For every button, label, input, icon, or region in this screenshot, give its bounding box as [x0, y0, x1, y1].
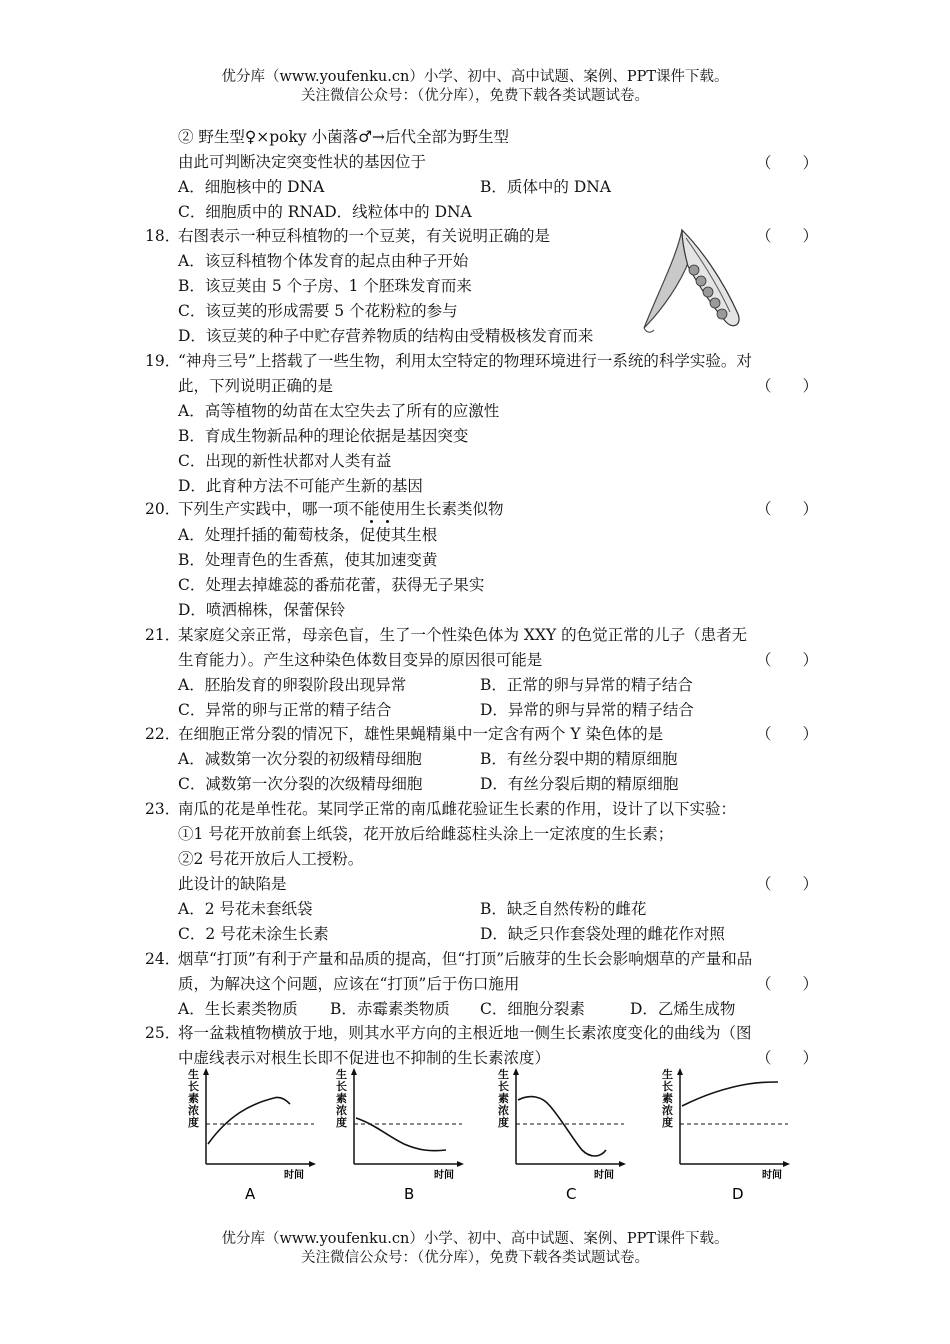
q21-option-a: A．胚胎发育的卵裂阶段出现异常: [178, 676, 407, 694]
header-line-2: 关注微信公众号：（优分库），免费下载各类试题试卷。: [301, 88, 649, 104]
q18-number: 18．: [145, 227, 181, 245]
graph-c-x-arrow: [619, 1161, 626, 1167]
graph-b-x-arrow: [457, 1161, 464, 1167]
q18-option-d: D．该豆荚的种子中贮存营养物质的结构由受精极核发育而来: [178, 327, 594, 345]
q25-graphs: [180, 1066, 820, 1206]
q19-option-b: B．育成生物新品种的理论依据是基因突变: [178, 427, 469, 445]
q20-stem: 下列生产实践中，哪一项不能使用生长素类似物: [178, 500, 504, 518]
graph-a-ylabel-2: 长: [188, 1080, 199, 1093]
q22-option-d: D．有丝分裂后期的精原细胞: [480, 775, 679, 793]
graph-b-ylabel-2: 长: [336, 1080, 347, 1093]
q23-option-c: C．2 号花未涂生长素: [178, 925, 329, 943]
graph-c-ylabel-4: 浓: [498, 1104, 509, 1117]
q19-stem-1: “神舟三号”上搭载了一些生物，利用太空特定的物理环境进行一系统的科学实验。对: [178, 352, 752, 370]
q23-answer-bracket: （ ）: [756, 875, 819, 893]
graph-b-y-arrow: [351, 1068, 357, 1075]
q24-option-d: D．乙烯生成物: [630, 1000, 736, 1018]
graph-a-ylabel-5: 度: [188, 1116, 199, 1129]
graph-c-xlabel: 时间: [594, 1170, 614, 1181]
q20-option-a: A．处理扦插的葡萄枝条，促使其生根: [178, 526, 438, 544]
q21-option-b: B．正常的卵与异常的精子结合: [480, 676, 693, 694]
q21-stem-2: 生育能力）。产生这种染色体数目变异的原因很可能是: [178, 651, 543, 669]
graph-c-ylabel-2: 长: [498, 1080, 509, 1093]
emphasis-dot: [370, 520, 373, 523]
q17-option-a: A．细胞核中的 DNA: [178, 178, 325, 196]
q20-number: 20．: [145, 500, 181, 518]
q17-line-2: 由此可判断决定突变性状的基因位于: [178, 153, 427, 171]
graph-a: [188, 1067, 316, 1203]
graph-a-ylabel-3: 素: [188, 1092, 199, 1105]
graph-d-ylabel-5: 度: [662, 1116, 673, 1129]
q18-option-c: C．该豆荚的形成需要 5 个花粉粒的参与: [178, 302, 458, 320]
q18-answer-bracket: （ ）: [756, 227, 819, 245]
graph-a-label: A: [245, 1185, 256, 1203]
q25-stem-1: 将一盆栽植物横放于地，则其水平方向的主根近地一侧生长素浓度变化的曲线为（图: [178, 1024, 752, 1042]
graph-c-y-arrow: [513, 1068, 519, 1075]
q20-option-c: C．处理去掉雄蕊的番茄花蕾，获得无子果实: [178, 576, 485, 594]
q23-number: 23．: [145, 800, 181, 818]
graph-b-label: B: [404, 1185, 415, 1203]
q19-answer-bracket: （ ）: [756, 377, 819, 395]
q25-number: 25．: [145, 1024, 181, 1042]
q22-option-c: C．减数第一次分裂的次级精母细胞: [178, 775, 423, 793]
graph-d-label: D: [732, 1185, 744, 1203]
header-line-1: 优分库（www.youfenku.cn）小学、初中、高中试题、案例、PPT课件下载。: [221, 69, 729, 85]
graph-b-ylabel-4: 浓: [336, 1104, 347, 1117]
q25-answer-bracket: （ ）: [756, 1049, 819, 1067]
q24-option-a: A．生长素类物质: [178, 1000, 298, 1018]
q17-option-b: B．质体中的 DNA: [480, 178, 612, 196]
emphasis-dot: [386, 520, 389, 523]
q18-stem: 右图表示一种豆科植物的一个豆荚，有关说明正确的是: [178, 227, 551, 245]
page-header: [0, 68, 950, 106]
q23-stem-1: 南瓜的花是单性花。某同学正常的南瓜雌花验证生长素的作用，设计了以下实验：: [178, 800, 737, 818]
graph-d-ylabel-4: 浓: [662, 1104, 673, 1117]
graph-d-xlabel: 时间: [762, 1170, 782, 1181]
q20-answer-bracket: （ ）: [756, 500, 819, 518]
q22-number: 22．: [145, 725, 181, 743]
q23-stem-4: 此设计的缺陷是: [178, 875, 287, 893]
q17-option-c: C．细胞质中的 RNAD．线粒体中的 DNA: [178, 203, 472, 221]
q23-option-b: B．缺乏自然传粉的雌花: [480, 900, 647, 918]
graph-b-ylabel-3: 素: [336, 1092, 347, 1105]
graph-b-ylabel-1: 生: [336, 1068, 347, 1081]
q19-option-d: D．此育种方法不可能产生新的基因: [178, 477, 423, 495]
q23-option-a: A．2 号花未套纸袋: [178, 900, 313, 918]
graph-d-y-arrow: [677, 1068, 683, 1075]
graph-a-x-arrow: [309, 1161, 316, 1167]
q19-option-a: A．高等植物的幼苗在太空失去了所有的应激性: [178, 402, 500, 420]
q24-answer-bracket: （ ）: [756, 975, 819, 993]
q24-option-b: B．赤霉素类物质: [330, 1000, 450, 1018]
graph-d-curve: [682, 1082, 778, 1106]
q23-stem-3: ②2 号花开放后人工授粉。: [178, 850, 364, 868]
q22-option-a: A．减数第一次分裂的初级精母细胞: [178, 750, 422, 768]
q18-option-b: B．该豆荚由 5 个子房、1 个胚珠发育而来: [178, 277, 472, 295]
q19-stem-2: 此，下列说明正确的是: [178, 377, 334, 395]
q20-option-b: B．处理青色的生香蕉，使其加速变黄: [178, 551, 438, 569]
graph-c-ylabel-3: 素: [498, 1092, 509, 1105]
footer-line-2: 关注微信公众号：（优分库），免费下载各类试题试卷。: [301, 1250, 649, 1266]
graph-b-xlabel: 时间: [434, 1170, 454, 1181]
graph-d-ylabel-3: 素: [662, 1092, 673, 1105]
graph-b-ylabel-5: 度: [336, 1116, 347, 1129]
bean-pod-image: [630, 218, 750, 343]
graph-c-ylabel-5: 度: [498, 1116, 509, 1129]
graph-a-ylabel-1: 生: [188, 1068, 199, 1081]
q19-option-c: C．出现的新性状都对人类有益: [178, 452, 392, 470]
q24-option-c: C．细胞分裂素: [480, 1000, 585, 1018]
q25-stem-2: 中虚线表示对根生长即不促进也不抑制的生长素浓度）: [178, 1049, 551, 1067]
graph-c-ylabel-1: 生: [498, 1068, 509, 1081]
graph-c: [498, 1067, 626, 1203]
q21-stem-1: 某家庭父亲正常，母亲色盲，生了一个性染色体为 XXY 的色觉正常的儿子（患者无: [178, 626, 748, 644]
q19-number: 19．: [145, 352, 181, 370]
graph-d-x-arrow: [783, 1161, 790, 1167]
q21-number: 21．: [145, 626, 181, 644]
graph-d: [662, 1067, 790, 1203]
q22-answer-bracket: （ ）: [756, 725, 819, 743]
q22-option-b: B．有丝分裂中期的精原细胞: [480, 750, 678, 768]
graph-d-ylabel-2: 长: [662, 1080, 673, 1093]
graph-a-xlabel: 时间: [284, 1170, 304, 1181]
q24-number: 24．: [145, 950, 181, 968]
q24-stem-1: 烟草“打顶”有利于产量和品质的提高，但“打顶”后腋芽的生长会影响烟草的产量和品: [178, 950, 753, 968]
q21-answer-bracket: （ ）: [756, 651, 819, 669]
q24-stem-2: 质，为解决这个问题，应该在“打顶”后于伤口施用: [178, 975, 520, 993]
q21-option-c: C．异常的卵与正常的精子结合: [178, 701, 392, 719]
graph-d-ylabel-1: 生: [662, 1068, 673, 1081]
graph-a-ylabel-4: 浓: [188, 1104, 199, 1117]
q17-line-1: ② 野生型♀×poky 小菌落♂→后代全部为野生型: [178, 128, 509, 146]
footer-line-1: 优分库（www.youfenku.cn）小学、初中、高中试题、案例、PPT课件下载。: [221, 1231, 729, 1247]
graph-c-label: C: [566, 1185, 577, 1203]
graph-b-curve: [356, 1118, 446, 1151]
q20-option-d: D．喷洒棉株，保蕾保铃: [178, 601, 346, 619]
graph-a-y-arrow: [203, 1068, 209, 1075]
q18-option-a: A．该豆科植物个体发育的起点由种子开始: [178, 252, 469, 270]
q17-answer-bracket: （ ）: [756, 154, 819, 172]
page-footer: [0, 1230, 950, 1268]
q23-option-d: D．缺乏只作套袋处理的雌花作对照: [480, 925, 725, 943]
graph-a-curve: [208, 1097, 290, 1144]
graph-b: [336, 1067, 464, 1203]
q23-stem-2: ①1 号花开放前套上纸袋，花开放后给雌蕊柱头涂上一定浓度的生长素；: [178, 825, 674, 843]
graph-c-curve: [518, 1097, 606, 1156]
q21-option-d: D．异常的卵与异常的精子结合: [480, 701, 694, 719]
q22-stem: 在细胞正常分裂的情况下，雄性果蝇精巢中一定含有两个 Y 染色体的是: [178, 725, 664, 743]
